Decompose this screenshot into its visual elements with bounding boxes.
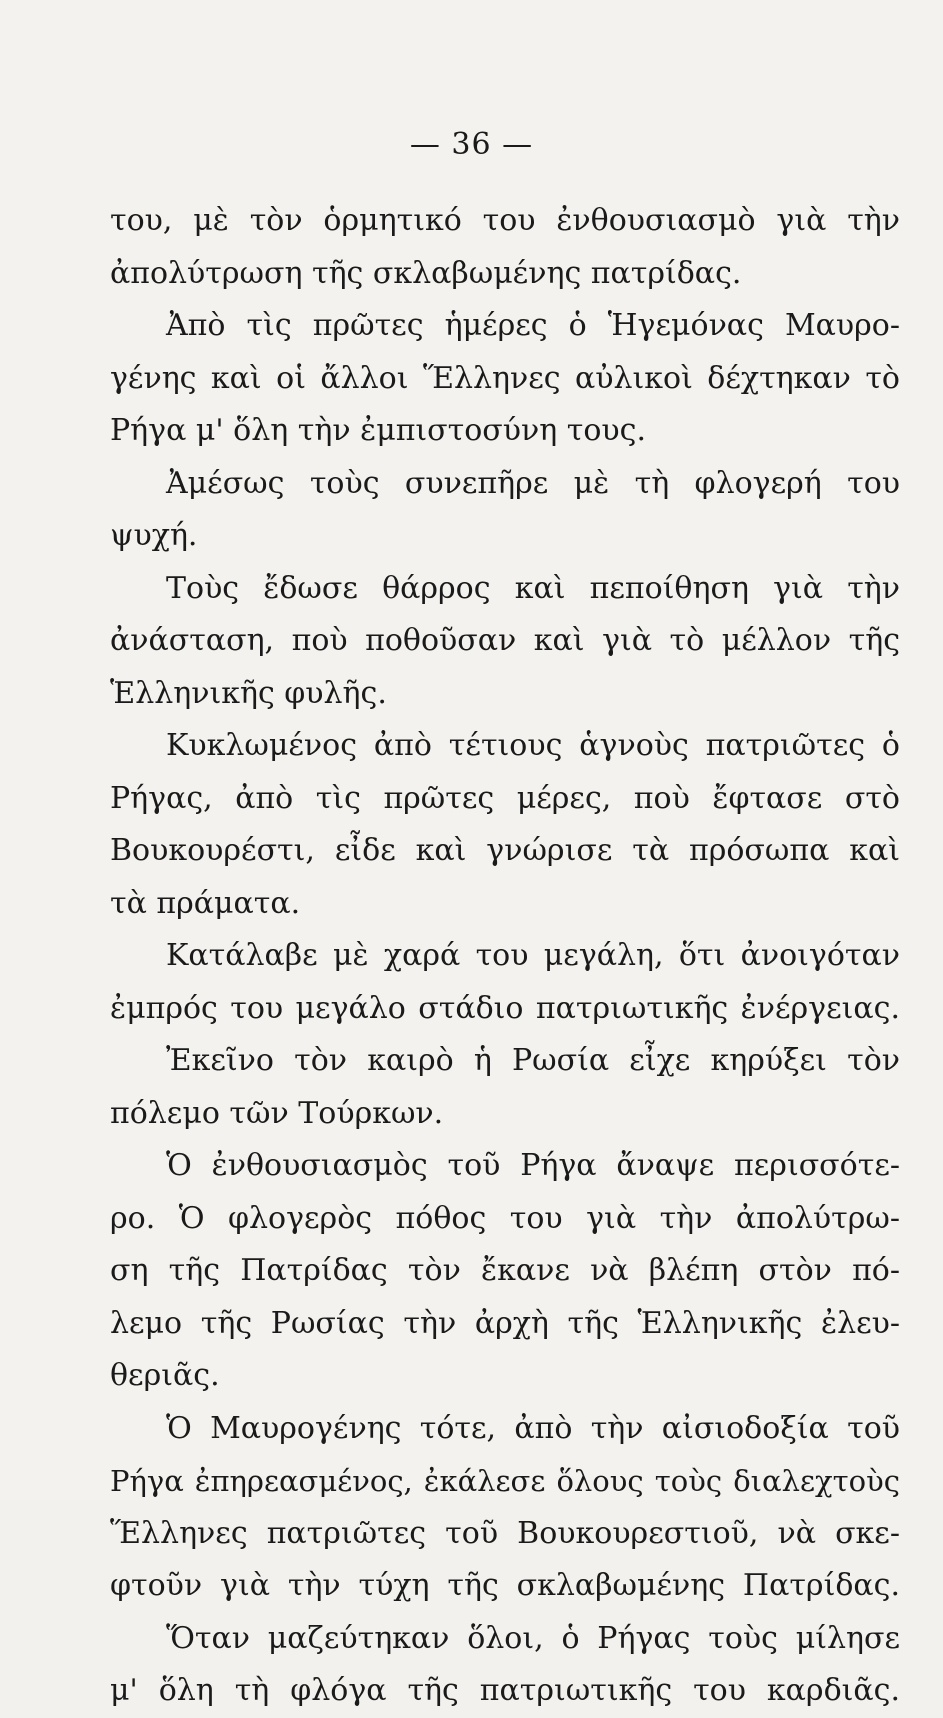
text-line: Ρήγα μ' ὅλη τὴν ἐμπιστοσύνη τους.: [110, 413, 647, 448]
text-line: ρο. Ὁ φλογερὸς πόθος του γιὰ τὴν ἀπολύτρω-: [110, 1200, 900, 1236]
text-line: πόλεμο τῶν Τούρκων.: [110, 1095, 444, 1131]
text-line: θεριᾶς.: [110, 1358, 220, 1393]
body-text: [110, 195, 900, 1718]
text-line: Ἀπὸ τὶς πρῶτες ἡμέρες ὁ Ἡγεμόνας Μαυρο-: [166, 308, 900, 343]
text-line: του, μὲ τὸν ὁρμητικό του ἐνθουσιασμὸ γιὰ τὴν: [110, 203, 900, 238]
text-line: λεμο τῆς Ρωσίας τὴν ἀρχὴ τῆς Ἑλληνικῆς ἐλευ-: [110, 1305, 900, 1341]
text-line: Ρήγα ἐπηρεασμένος, ἐκάλεσε ὅλους τοὺς διαλεχτοὺς: [110, 1464, 900, 1498]
text-line: μ' ὅλη τὴ φλόγα τῆς πατριωτικῆς του καρδιᾶς.: [110, 1673, 900, 1708]
text-line: Ἐκεῖνο τὸν καιρὸ ἡ Ρωσία εἶχε κηρύξει τὸν: [166, 1043, 900, 1078]
text-line: Ὁ ἐνθουσιασμὸς τοῦ Ρήγα ἄναψε περισσότε-: [166, 1148, 900, 1183]
text-line: Ὁ Μαυρογένης τότε, ἀπὸ τὴν αἰσιοδοξία τοῦ: [166, 1410, 900, 1446]
text-line: Ἀμέσως τοὺς συνεπῆρε μὲ τὴ φλογερή του: [166, 465, 900, 501]
text-line: ἀνάσταση, ποὺ ποθοῦσαν καὶ γιὰ τὸ μέλλον τῆς: [110, 623, 900, 658]
text-line: Ὅταν μαζεύτηκαν ὅλοι, ὁ Ρήγας τοὺς μίλησε: [166, 1620, 900, 1656]
text-line: ἀπολύτρωση τῆς σκλαβωμένης πατρίδας.: [110, 255, 742, 291]
page-number: — 36 —: [409, 127, 534, 162]
text-line: ση τῆς Πατρίδας τὸν ἔκανε νὰ βλέπη στὸν πό-: [110, 1253, 900, 1288]
text-line: τὰ πράματα.: [110, 885, 301, 921]
text-line: Ἕλληνες πατριῶτες τοῦ Βουκουρεστιοῦ, νὰ σκε-: [110, 1515, 900, 1551]
text-line: Κατάλαβε μὲ χαρά του μεγάλη, ὅτι ἀνοιγόταν: [166, 938, 900, 973]
text-line: φτοῦν γιὰ τὴν τύχη τῆς σκλαβωμένης Πατρίδας.: [110, 1568, 900, 1603]
text-line: Τοὺς ἔδωσε θάρρος καὶ πεποίθηση γιὰ τὴν: [166, 570, 900, 606]
text-line: ἐμπρός του μεγάλο στάδιο πατριωτικῆς ἐνέργειας.: [110, 990, 900, 1026]
text-line: Κυκλωμένος ἀπὸ τέτιους ἁγνοὺς πατριῶτες ὁ: [166, 728, 900, 763]
text-line: Βουκουρέστι, εἶδε καὶ γνώρισε τὰ πρόσωπα καὶ: [110, 833, 900, 868]
text-line: Ἑλληνικῆς φυλῆς.: [110, 675, 387, 711]
text-line: ψυχή.: [110, 518, 198, 553]
text-line: γένης καὶ οἱ ἄλλοι Ἕλληνες αὐλικοὶ δέχτηκαν τὸ: [110, 360, 900, 396]
text-line: Ρήγας, ἀπὸ τὶς πρῶτες μέρες, ποὺ ἔφτασε στὸ: [110, 780, 900, 816]
